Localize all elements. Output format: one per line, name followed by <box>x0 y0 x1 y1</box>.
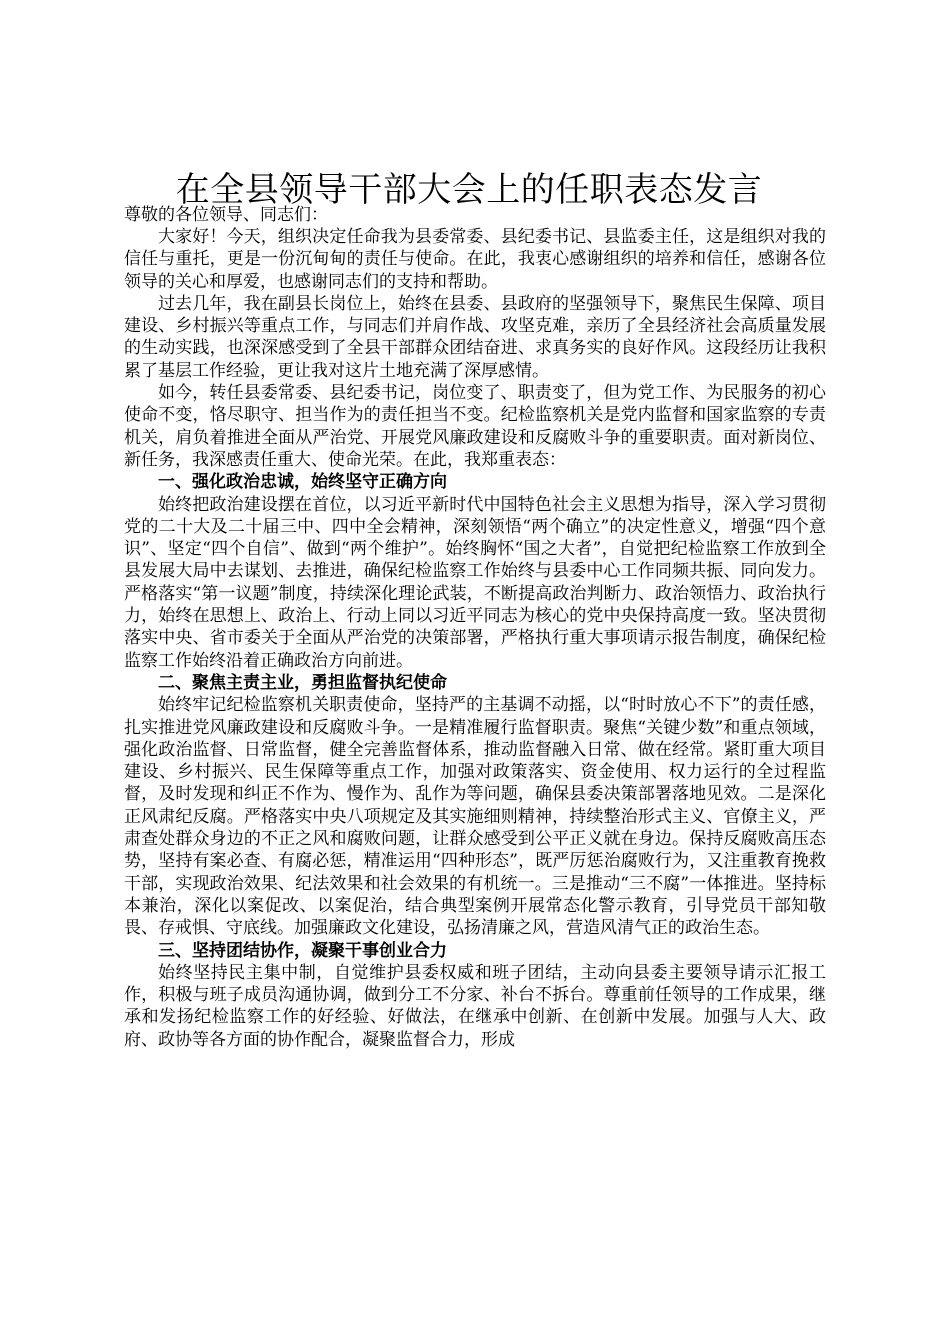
section-1-body: 始终把政治建设摆在首位，以习近平新时代中国特色社会主义思想为指导，深入学习贯彻党的二十大及二十届三中、四中全会精神，深刻领悟“两个确立”的决定性意义，增强“四个意识”、坚定“四个自信”、做到“两个维护”。始终胸怀“国之大者”，自觉把纪检监察工作放到全县发展大局中去谋划、去推进，确保纪检监察工作始终与县委中心工作同频共振、同向发力。严格落实“第一议题”制度，持续深化理论武装，不断提高政治判断力、政治领悟力、政治执行力，始终在思想上、政治上、行动上同以习近平同志为核心的党中央保持高度一致。坚决贯彻落实中央、省市委关于全面从严治党的决策部署，严格执行重大事项请示报告制度，确保纪检监察工作始终沿着正确政治方向前进。 <box>124 494 826 671</box>
section-1-heading: 一、强化政治忠诚，始终坚守正确方向 <box>158 472 447 493</box>
document-title: 在全县领导干部大会上的任职表态发言 <box>175 170 763 210</box>
paragraph-intro: 大家好！今天，组织决定任命我为县委常委、县纪委书记、县监委主任，这是组织对我的信任与重托，更是一份沉甸甸的责任与使命。在此，我衷心感谢组织的培养和信任，感谢各位领导的关心和厚爱，也感谢同志们的支持和帮助。 <box>124 227 826 292</box>
section-2-body: 始终牢记纪检监察机关职责使命，坚持严的主基调不动摇，以“时时放心不下”的责任感，扎实推进党风廉政建设和反腐败斗争。一是精准履行监督职责。聚焦“关键少数”和重点领域，强化政治监督、日常监督，健全完善监督体系，推动监督融入日常、做在经常。紧盯重大项目建设、乡村振兴、民生保障等重点工作，加强对政策落实、资金使用、权力运行的全过程监督，及时发现和纠正不作为、慢作为、乱作为等问题，确保县委决策部署落地见效。二是深化正风肃纪反腐。严格落实中央八项规定及其实施细则精神，持续整治形式主义、官僚主义，严肃查处群众身边的不正之风和腐败问题，让群众感受到公平正义就在身边。保持反腐败高压态势，坚持有案必查、有腐必惩，精准运用“四种形态”，既严厉惩治腐败行为，又注重教育挽救干部，实现政治效果、纪法效果和社会效果的有机统一。三是推动“三不腐”一体推进。坚持标本兼治，深化以案促改、以案促治，结合典型案例开展常态化警示教育，引导党员干部知敬畏、存戒惧、守底线。加强廉政文化建设，弘扬清廉之风，营造风清气正的政治生态。 <box>124 695 826 939</box>
section-3-body: 始终坚持民主集中制，自觉维护县委权威和班子团结，主动向县委主要领导请示汇报工作，积极与班子成员沟通协调，做到分工不分家、补台不拆台。尊重前任领导的工作成果，继承和发扬纪检监察工作的好经验、好做法，在继承中创新、在创新中发展。加强与人大、政府、政协等各方面的协作配合，凝聚监督合力，形成 <box>124 962 826 1050</box>
section-2-heading: 二、聚焦主责主业，勇担监督执纪使命 <box>158 672 447 693</box>
paragraph-past-experience: 过去几年，我在副县长岗位上，始终在县委、县政府的坚强领导下，聚焦民生保障、项目建设、乡村振兴等重点工作，与同志们并肩作战、攻坚克难，亲历了全县经济社会高质量发展的生动实践，也深深感受到了全县干部群众团结奋进、求真务实的良好作风。这段经历让我积累了基层工作经验，更让我对这片土地充满了深厚感情。 <box>124 293 826 381</box>
document-page <box>124 168 826 1051</box>
salutation: 尊敬的各位领导、同志们： <box>124 205 328 225</box>
section-3-heading: 三、坚持团结协作，凝聚干事创业合力 <box>158 940 447 961</box>
paragraph-new-role: 如今，转任县委常委、县纪委书记，岗位变了、职责变了，但为党工作、为民服务的初心使命不变，恪尽职守、担当作为的责任担当不变。纪检监察机关是党内监督和国家监察的专责机关，肩负着推进全面从严治党、开展党风廉政建设和反腐败斗争的重要职责。面对新岗位、新任务，我深感责任重大、使命光荣。在此，我郑重表态： <box>124 383 826 470</box>
